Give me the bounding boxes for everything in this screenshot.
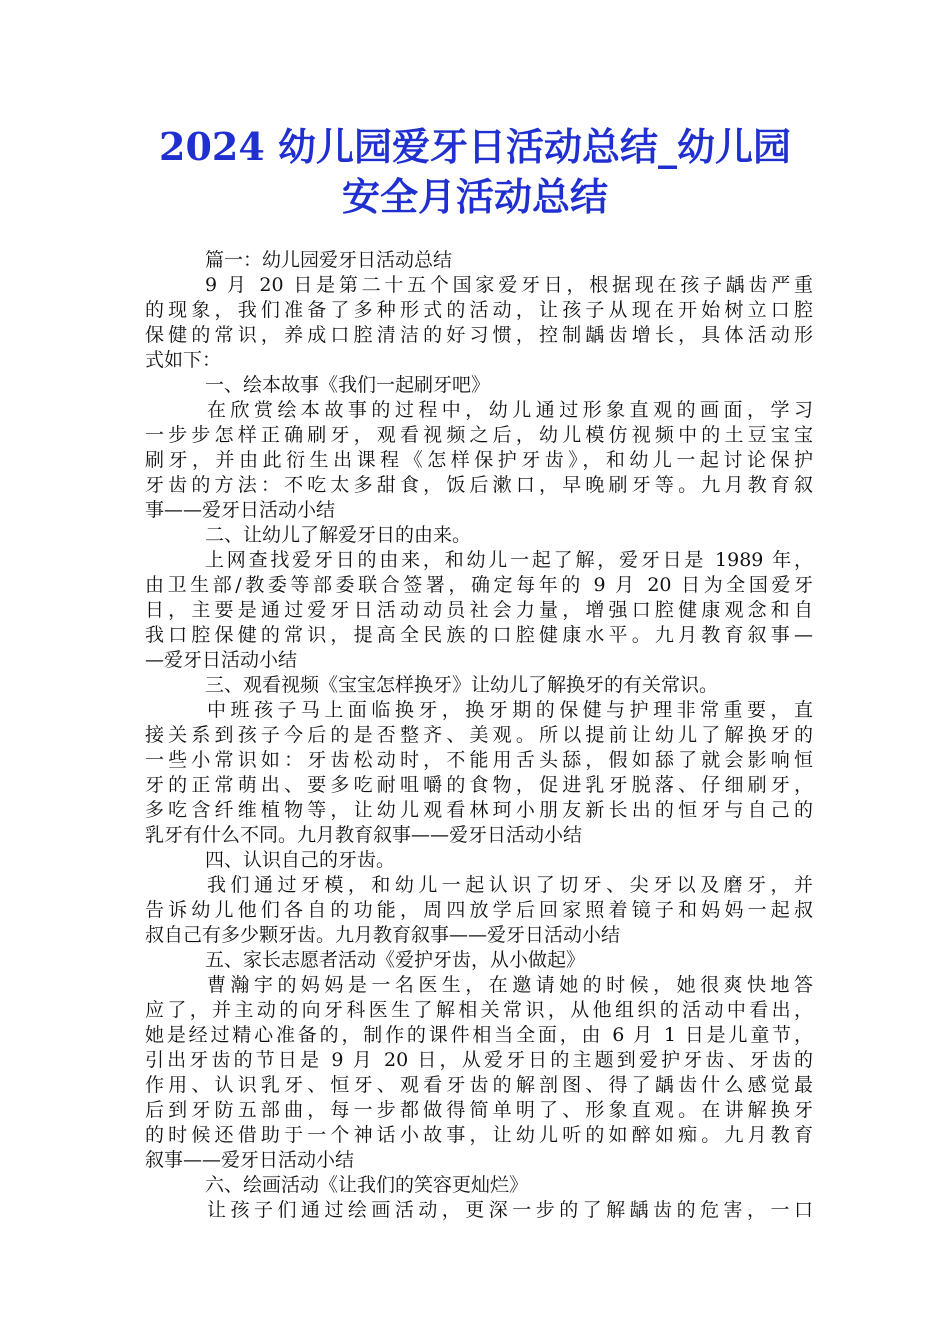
text-line: 让孩子们通过绘画活动，更深一步的了解龋齿的危害，一口: [207, 1199, 813, 1221]
text-line: 作用、认识乳牙、恒牙、观看牙齿的解剖图、得了龋齿什么感觉最: [145, 1074, 813, 1096]
text-line: 式如下：: [145, 349, 222, 371]
text-line: 二、让幼儿了解爱牙日的由来。: [205, 524, 472, 546]
text-line: 一些小常识如：牙齿松动时，不能用舌头舔，假如舔了就会影响恒: [145, 749, 813, 771]
text-line: 上网查找爱牙日的由来，和幼儿一起了解，爱牙日是 1989 年，: [205, 549, 813, 571]
text-line: 的时候还借助于一个神话小故事，让幼儿听的如醉如痴。九月教育: [145, 1124, 813, 1146]
text-line: 的现象，我们准备了多种形式的活动，让孩子从现在开始树立口腔: [145, 299, 813, 321]
text-line: 由卫生部/教委等部委联合签署，确定每年的 9 月 20 日为全国爱牙: [145, 574, 813, 596]
text-line: 叙事——爱牙日活动小结: [145, 1149, 355, 1171]
text-line: 牙齿的方法：不吃太多甜食，饭后漱口，早晚刷牙等。九月教育叙: [145, 474, 813, 496]
text-line: 牙的正常萌出、要多吃耐咀嚼的食物，促进乳牙脱落、仔细刷牙，: [145, 774, 813, 796]
text-line: 在欣赏绘本故事的过程中，幼儿通过形象直观的画面，学习: [207, 399, 813, 421]
title-line-2: 安全月活动总结: [341, 174, 608, 219]
document-body: [145, 248, 813, 1223]
text-line: 事——爱牙日活动小结: [145, 499, 336, 521]
text-line: 中班孩子马上面临换牙，换牙期的保健与护理非常重要，直: [207, 699, 813, 721]
text-line: 四、认识自己的牙齿。: [205, 849, 396, 871]
text-line: 应了，并主动的向牙科医生了解相关常识，从他组织的活动中看出，: [145, 999, 813, 1021]
text-line: 引出牙齿的节日是 9 月 20 日，从爱牙日的主题到爱护牙齿、牙齿的: [145, 1049, 813, 1071]
text-line: 一步步怎样正确刷牙，观看视频之后，幼儿模仿视频中的土豆宝宝: [145, 424, 813, 446]
text-line: 我口腔保健的常识，提高全民族的口腔健康水平。九月教育叙事—: [145, 624, 813, 646]
text-line: 篇一：幼儿园爱牙日活动总结: [205, 249, 453, 271]
text-line: 日，主要是通过爱牙日活动动员社会力量，增强口腔健康观念和自: [145, 599, 813, 621]
text-line: 接关系到孩子今后的是否整齐、美观。所以提前让幼儿了解换牙的: [145, 724, 813, 746]
text-line: 她是经过精心准备的，制作的课件相当全面，由 6 月 1 日是儿童节，: [145, 1024, 813, 1046]
document-title: [120, 122, 830, 222]
text-line: 多吃含纤维植物等，让幼儿观看林珂小朋友新长出的恒牙与自己的: [145, 799, 813, 821]
text-line: 9 月 20 日是第二十五个国家爱牙日，根据现在孩子龋齿严重: [205, 274, 813, 296]
text-line: 保健的常识，养成口腔清洁的好习惯，控制龋齿增长，具体活动形: [145, 324, 813, 346]
text-line: —爱牙日活动小结: [145, 649, 298, 671]
text-line: 刷牙，并由此衍生出课程《怎样保护牙齿》，和幼儿一起讨论保护: [145, 449, 813, 471]
text-line: 后到牙防五部曲，每一步都做得简单明了、形象直观。在讲解换牙: [145, 1099, 813, 1121]
text-line: 我们通过牙模，和幼儿一起认识了切牙、尖牙以及磨牙，并: [207, 874, 813, 896]
text-line: 叔自己有多少颗牙齿。九月教育叙事——爱牙日活动小结: [145, 924, 621, 946]
text-line: 一、绘本故事《我们一起刷牙吧》: [205, 374, 491, 396]
text-line: 告诉幼儿他们各自的功能，周四放学后回家照着镜子和妈妈一起叔: [145, 899, 813, 921]
text-line: 曹瀚宇的妈妈是一名医生，在邀请她的时候，她很爽快地答: [207, 974, 813, 996]
text-line: 三、观看视频《宝宝怎样换牙》让幼儿了解换牙的有关常识。: [205, 674, 719, 696]
title-line-1: 2024 幼儿园爱牙日活动总结_幼儿园: [159, 124, 791, 169]
text-line: 乳牙有什么不同。九月教育叙事——爱牙日活动小结: [145, 824, 583, 846]
text-line: 六、绘画活动《让我们的笑容更灿烂》: [205, 1174, 529, 1196]
text-line: 五、家长志愿者活动《爱护牙齿，从小做起》: [205, 949, 586, 971]
